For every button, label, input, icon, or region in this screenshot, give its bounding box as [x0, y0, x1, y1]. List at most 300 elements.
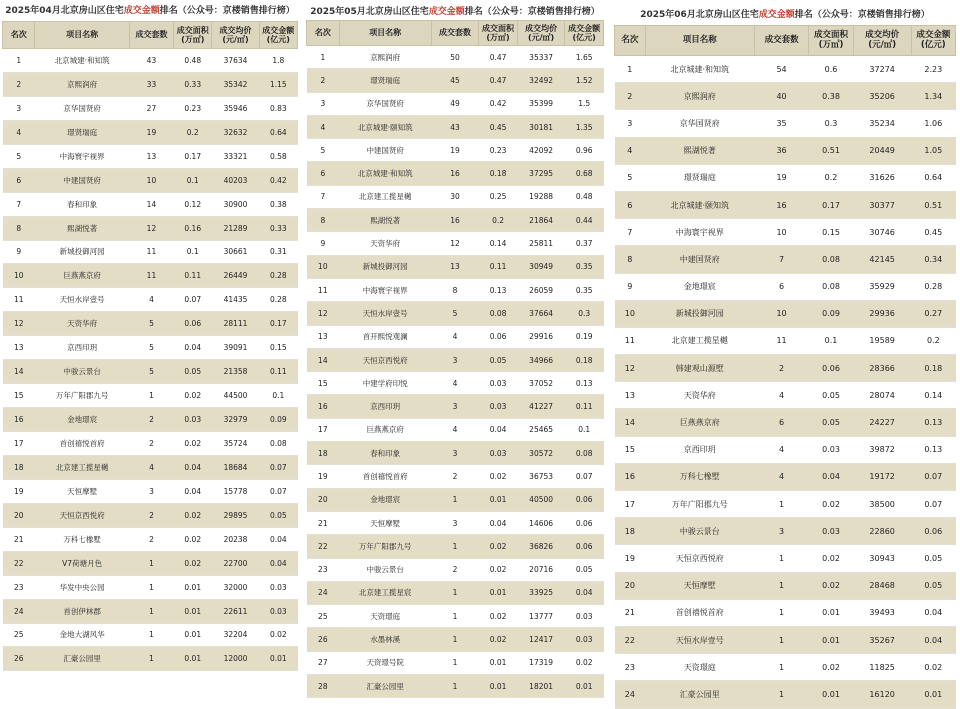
amount-cell: 0.45 [911, 219, 955, 246]
avg-price-cell: 37274 [853, 56, 911, 83]
amount-cell: 0.05 [565, 558, 604, 581]
table-row [307, 115, 604, 138]
units-cell: 3 [431, 395, 479, 418]
table-row [3, 192, 298, 216]
project-name-cell: 金地璟宸 [339, 488, 431, 511]
ranking-table [2, 21, 298, 671]
rank-cell: 16 [615, 463, 646, 490]
rank-cell: 6 [615, 191, 646, 218]
rank-cell: 25 [3, 623, 35, 647]
units-cell: 14 [129, 192, 173, 216]
amount-cell: 0.06 [911, 518, 955, 545]
amount-cell: 0.08 [565, 442, 604, 465]
units-cell: 2 [754, 355, 809, 382]
avg-price-cell: 29916 [517, 325, 565, 348]
amount-cell: 0.04 [259, 527, 297, 551]
avg-price-cell: 31626 [853, 164, 911, 191]
rank-cell: 4 [307, 115, 340, 138]
avg-price-cell: 35206 [853, 83, 911, 110]
project-name-cell: 汇豪公园里 [339, 675, 431, 698]
avg-price-cell: 42145 [853, 246, 911, 273]
amount-cell: 0.33 [259, 216, 297, 240]
table-row [307, 395, 604, 418]
table-row [615, 191, 956, 218]
avg-price-cell: 12417 [517, 628, 565, 651]
rank-cell: 26 [3, 647, 35, 671]
avg-price-cell: 32204 [212, 623, 259, 647]
avg-price-cell: 29895 [212, 503, 259, 527]
table-row [307, 69, 604, 92]
amount-cell: 0.06 [565, 535, 604, 558]
rank-cell: 11 [307, 278, 340, 301]
area-cell: 0.48 [174, 49, 212, 73]
rank-cell: 12 [307, 302, 340, 325]
table-row [615, 463, 956, 490]
project-name-cell: 金地璟宸 [35, 408, 129, 432]
avg-price-cell: 24227 [853, 409, 911, 436]
amount-cell: 0.03 [565, 628, 604, 651]
amount-cell: 0.51 [911, 191, 955, 218]
avg-price-cell: 34966 [517, 348, 565, 371]
rank-cell: 26 [307, 628, 340, 651]
project-name-cell: 首创禧悦首府 [339, 465, 431, 488]
units-cell: 11 [129, 264, 173, 288]
amount-cell: 1.35 [565, 115, 604, 138]
amount-cell: 0.06 [565, 488, 604, 511]
avg-price-cell: 26059 [517, 278, 565, 301]
project-name-cell: 中海寰宇视界 [339, 278, 431, 301]
units-cell: 13 [431, 255, 479, 278]
amount-cell: 0.17 [259, 312, 297, 336]
area-cell: 0.03 [174, 408, 212, 432]
rank-cell: 19 [615, 545, 646, 572]
avg-price-cell: 37052 [517, 372, 565, 395]
table-row [615, 681, 956, 708]
table-row [307, 278, 604, 301]
area-cell: 0.1 [809, 327, 853, 354]
project-name-cell: 中建国贤府 [35, 168, 129, 192]
units-cell: 1 [754, 626, 809, 653]
area-cell: 0.08 [479, 302, 518, 325]
amount-cell: 0.02 [911, 654, 955, 681]
rank-cell: 11 [615, 327, 646, 354]
amount-cell: 0.64 [259, 120, 297, 144]
amount-cell: 0.03 [565, 605, 604, 628]
area-cell: 0.06 [174, 312, 212, 336]
rank-cell: 28 [307, 675, 340, 698]
area-cell: 0.05 [809, 409, 853, 436]
area-cell: 0.03 [809, 436, 853, 463]
project-name-cell: 天恒水岸壹号 [645, 626, 754, 653]
project-name-cell: 水墨林溪 [339, 628, 431, 651]
avg-price-cell: 38500 [853, 491, 911, 518]
avg-price-cell: 20716 [517, 558, 565, 581]
avg-price-cell: 44500 [212, 384, 259, 408]
avg-price-cell: 39493 [853, 599, 911, 626]
area-cell: 0.14 [479, 232, 518, 255]
amount-cell: 0.13 [911, 436, 955, 463]
table-row [615, 409, 956, 436]
avg-price-cell: 32000 [212, 575, 259, 599]
units-cell: 1 [129, 551, 173, 575]
units-cell: 2 [129, 432, 173, 456]
rank-cell: 9 [615, 273, 646, 300]
rank-cell: 23 [3, 575, 35, 599]
avg-price-cell: 25811 [517, 232, 565, 255]
avg-price-cell: 35267 [853, 626, 911, 653]
project-name-cell: 天资璟庭 [339, 605, 431, 628]
units-cell: 1 [431, 651, 479, 674]
rank-cell: 19 [307, 465, 340, 488]
amount-cell: 0.04 [259, 551, 297, 575]
rank-cell: 4 [3, 120, 35, 144]
col-units: 成交套数 [431, 21, 479, 46]
amount-cell: 0.1 [259, 384, 297, 408]
rank-cell: 3 [307, 92, 340, 115]
title-suffix: 排名（公众号：京楼销售排行榜） [159, 6, 295, 16]
title-highlight: 成交金额 [758, 10, 795, 20]
table-row [307, 302, 604, 325]
avg-price-cell: 30377 [853, 191, 911, 218]
table-row [307, 511, 604, 534]
rank-cell: 24 [615, 681, 646, 708]
area-cell: 0.17 [174, 144, 212, 168]
project-name-cell: 天资华府 [645, 382, 754, 409]
table-row [3, 527, 298, 551]
table-row [307, 92, 604, 115]
units-cell: 10 [754, 219, 809, 246]
units-cell: 11 [129, 240, 173, 264]
avg-price-cell: 29936 [853, 300, 911, 327]
project-name-cell: 中骏云景台 [645, 518, 754, 545]
project-name-cell: 万年广阳郡九号 [645, 491, 754, 518]
rank-cell: 13 [3, 336, 35, 360]
area-cell: 0.38 [809, 83, 853, 110]
col-project: 项目名称 [339, 21, 431, 46]
area-cell: 0.03 [809, 518, 853, 545]
table-row [307, 372, 604, 395]
project-name-cell: 璟贤瑞庭 [339, 69, 431, 92]
amount-cell: 1.34 [911, 83, 955, 110]
amount-cell: 0.01 [911, 681, 955, 708]
table-row [615, 327, 956, 354]
avg-price-cell: 13777 [517, 605, 565, 628]
rank-cell: 18 [307, 442, 340, 465]
units-cell: 35 [754, 110, 809, 137]
units-cell: 12 [129, 216, 173, 240]
rank-cell: 25 [307, 605, 340, 628]
area-cell: 0.1 [174, 240, 212, 264]
project-name-cell: 巨燕燕京府 [35, 264, 129, 288]
amount-cell: 0.11 [565, 395, 604, 418]
project-name-cell: 金地大湖风华 [35, 623, 129, 647]
units-cell: 3 [431, 511, 479, 534]
avg-price-cell: 25465 [517, 418, 565, 441]
project-name-cell: 京华国贤府 [35, 96, 129, 120]
title-prefix: 2025年04月北京房山区住宅 [5, 6, 124, 16]
table-row [307, 255, 604, 278]
avg-price-cell: 35724 [212, 432, 259, 456]
units-cell: 2 [431, 558, 479, 581]
avg-price-cell: 35946 [212, 96, 259, 120]
amount-cell: 0.04 [911, 599, 955, 626]
project-name-cell: 万科七橡墅 [35, 527, 129, 551]
col-project: 项目名称 [645, 26, 754, 56]
rank-cell: 21 [307, 511, 340, 534]
project-name-cell: 万年广阳郡九号 [339, 535, 431, 558]
rank-cell: 21 [615, 599, 646, 626]
units-cell: 2 [129, 408, 173, 432]
table-row [307, 442, 604, 465]
area-cell: 0.08 [809, 246, 853, 273]
rank-cell: 22 [3, 551, 35, 575]
table-row [3, 216, 298, 240]
avg-price-cell: 33925 [517, 581, 565, 604]
area-cell: 0.33 [174, 72, 212, 96]
amount-cell: 0.15 [259, 336, 297, 360]
col-area: 成交面积 (万㎡) [809, 26, 853, 56]
amount-cell: 0.01 [259, 647, 297, 671]
project-name-cell: 天资华府 [35, 312, 129, 336]
amount-cell: 0.06 [565, 511, 604, 534]
project-name-cell: 巨燕燕京府 [645, 409, 754, 436]
units-cell: 45 [431, 69, 479, 92]
amount-cell: 0.28 [259, 264, 297, 288]
area-cell: 0.09 [809, 300, 853, 327]
area-cell: 0.02 [479, 628, 518, 651]
area-cell: 0.05 [809, 382, 853, 409]
project-name-cell: 首创伊林郡 [35, 599, 129, 623]
units-cell: 50 [431, 46, 479, 69]
project-name-cell: 熙湖悦著 [35, 216, 129, 240]
avg-price-cell: 18684 [212, 455, 259, 479]
avg-price-cell: 40500 [517, 488, 565, 511]
area-cell: 0.01 [479, 581, 518, 604]
avg-price-cell: 35342 [212, 72, 259, 96]
rank-cell: 5 [615, 164, 646, 191]
rank-cell: 16 [307, 395, 340, 418]
panel-title [306, 5, 604, 19]
avg-price-cell: 28111 [212, 312, 259, 336]
units-cell: 6 [754, 273, 809, 300]
col-rank: 名次 [615, 26, 646, 56]
rank-cell: 20 [3, 503, 35, 527]
units-cell: 1 [431, 535, 479, 558]
table-row [3, 168, 298, 192]
rank-cell: 1 [3, 49, 35, 73]
avg-price-cell: 21289 [212, 216, 259, 240]
units-cell: 1 [754, 599, 809, 626]
project-name-cell: 熙湖悦著 [645, 137, 754, 164]
project-name-cell: 中建国贤府 [645, 246, 754, 273]
area-cell: 0.02 [479, 535, 518, 558]
table-row [3, 551, 298, 575]
project-name-cell: 华发中央公园 [35, 575, 129, 599]
units-cell: 16 [754, 191, 809, 218]
table-row [307, 605, 604, 628]
amount-cell: 0.35 [565, 255, 604, 278]
amount-cell: 0.38 [259, 192, 297, 216]
units-cell: 49 [431, 92, 479, 115]
area-cell: 0.02 [174, 527, 212, 551]
amount-cell: 0.48 [565, 185, 604, 208]
amount-cell: 0.83 [259, 96, 297, 120]
project-name-cell: 北京建工揽星樾 [645, 327, 754, 354]
amount-cell: 0.18 [565, 348, 604, 371]
project-name-cell: 中建国贤府 [339, 139, 431, 162]
table-row [615, 545, 956, 572]
rank-cell: 16 [3, 408, 35, 432]
avg-price-cell: 32979 [212, 408, 259, 432]
project-name-cell: 北京城建·和知筑 [645, 56, 754, 83]
units-cell: 2 [129, 527, 173, 551]
area-cell: 0.04 [479, 418, 518, 441]
rank-cell: 12 [3, 312, 35, 336]
rank-cell: 2 [3, 72, 35, 96]
area-cell: 0.03 [479, 395, 518, 418]
area-cell: 0.47 [479, 69, 518, 92]
units-cell: 16 [431, 209, 479, 232]
amount-cell: 0.64 [911, 164, 955, 191]
project-name-cell: 京西印玥 [35, 336, 129, 360]
amount-cell: 0.2 [911, 327, 955, 354]
project-name-cell: V7荷塘月色 [35, 551, 129, 575]
rank-cell: 23 [307, 558, 340, 581]
avg-price-cell: 28074 [853, 382, 911, 409]
amount-cell: 0.07 [565, 465, 604, 488]
col-price: 成交均价 (元/㎡) [517, 21, 565, 46]
units-cell: 16 [431, 162, 479, 185]
amount-cell: 0.07 [911, 491, 955, 518]
amount-cell: 0.44 [565, 209, 604, 232]
project-name-cell: 韩建观山源墅 [645, 355, 754, 382]
area-cell: 0.05 [174, 360, 212, 384]
table-row [615, 137, 956, 164]
rank-cell: 22 [307, 535, 340, 558]
amount-cell: 0.3 [565, 302, 604, 325]
rank-cell: 8 [307, 209, 340, 232]
amount-cell: 1.15 [259, 72, 297, 96]
amount-cell: 0.05 [911, 545, 955, 572]
project-name-cell: 万科七橡墅 [645, 463, 754, 490]
units-cell: 4 [431, 325, 479, 348]
area-cell: 0.01 [479, 651, 518, 674]
area-cell: 0.1 [174, 168, 212, 192]
area-cell: 0.02 [174, 384, 212, 408]
table-row [615, 273, 956, 300]
amount-cell: 1.5 [565, 92, 604, 115]
title-highlight: 成交金额 [123, 6, 160, 16]
units-cell: 5 [129, 336, 173, 360]
table-row [3, 96, 298, 120]
amount-cell: 0.03 [259, 575, 297, 599]
project-name-cell: 京熙润府 [35, 72, 129, 96]
avg-price-cell: 18201 [517, 675, 565, 698]
table-row [615, 626, 956, 653]
units-cell: 4 [431, 418, 479, 441]
area-cell: 0.01 [479, 488, 518, 511]
project-name-cell: 新城投御河园 [645, 300, 754, 327]
units-cell: 2 [129, 503, 173, 527]
table-row [307, 675, 604, 698]
rank-cell: 7 [307, 185, 340, 208]
avg-price-cell: 15778 [212, 479, 259, 503]
rank-cell: 9 [307, 232, 340, 255]
title-prefix: 2025年06月北京房山区住宅 [640, 10, 759, 20]
col-area: 成交面积 (万㎡) [479, 21, 518, 46]
rank-cell: 20 [307, 488, 340, 511]
table-row [3, 455, 298, 479]
amount-cell: 1.65 [565, 46, 604, 69]
area-cell: 0.11 [174, 264, 212, 288]
amount-cell: 0.05 [911, 572, 955, 599]
amount-cell: 0.96 [565, 139, 604, 162]
col-area: 成交面积 (万㎡) [174, 22, 212, 49]
units-cell: 3 [431, 442, 479, 465]
amount-cell: 0.05 [259, 503, 297, 527]
avg-price-cell: 36753 [517, 465, 565, 488]
project-name-cell: 京华国贤府 [645, 110, 754, 137]
project-name-cell: 北京城建·颐知筑 [645, 191, 754, 218]
col-price: 成交均价 (元/㎡) [212, 22, 259, 49]
rank-cell: 12 [615, 355, 646, 382]
area-cell: 0.04 [174, 479, 212, 503]
units-cell: 54 [754, 56, 809, 83]
units-cell: 1 [431, 605, 479, 628]
ranking-table [614, 25, 956, 709]
rank-cell: 15 [307, 372, 340, 395]
rank-cell: 19 [3, 479, 35, 503]
table-row [307, 581, 604, 604]
units-cell: 19 [754, 164, 809, 191]
units-cell: 1 [431, 675, 479, 698]
table-row [615, 300, 956, 327]
avg-price-cell: 26449 [212, 264, 259, 288]
rank-cell: 8 [615, 246, 646, 273]
table-row [3, 575, 298, 599]
rank-cell: 10 [307, 255, 340, 278]
project-name-cell: 璟贤瑞庭 [35, 120, 129, 144]
amount-cell: 0.11 [259, 360, 297, 384]
table-row [307, 185, 604, 208]
table-row [307, 139, 604, 162]
avg-price-cell: 40203 [212, 168, 259, 192]
area-cell: 0.02 [174, 503, 212, 527]
project-name-cell: 北京城建·和知筑 [35, 49, 129, 73]
area-cell: 0.16 [174, 216, 212, 240]
rank-cell: 2 [307, 69, 340, 92]
table-row [307, 209, 604, 232]
table-row [3, 503, 298, 527]
rank-cell: 6 [307, 162, 340, 185]
project-name-cell: 天恒京西悦府 [339, 348, 431, 371]
rank-cell: 7 [615, 219, 646, 246]
table-row [307, 46, 604, 69]
project-name-cell: 中建学府印悦 [339, 372, 431, 395]
project-name-cell: 汇豪公园里 [645, 681, 754, 708]
avg-price-cell: 36826 [517, 535, 565, 558]
title-highlight: 成交金额 [428, 7, 465, 17]
rank-cell: 23 [615, 654, 646, 681]
title-suffix: 排名（公众号：京楼销售排行榜） [794, 10, 930, 20]
avg-price-cell: 35399 [517, 92, 565, 115]
project-name-cell: 金地璟宸 [645, 273, 754, 300]
units-cell: 4 [431, 372, 479, 395]
units-cell: 36 [754, 137, 809, 164]
amount-cell: 0.02 [259, 623, 297, 647]
rank-cell: 4 [615, 137, 646, 164]
table-row [307, 488, 604, 511]
